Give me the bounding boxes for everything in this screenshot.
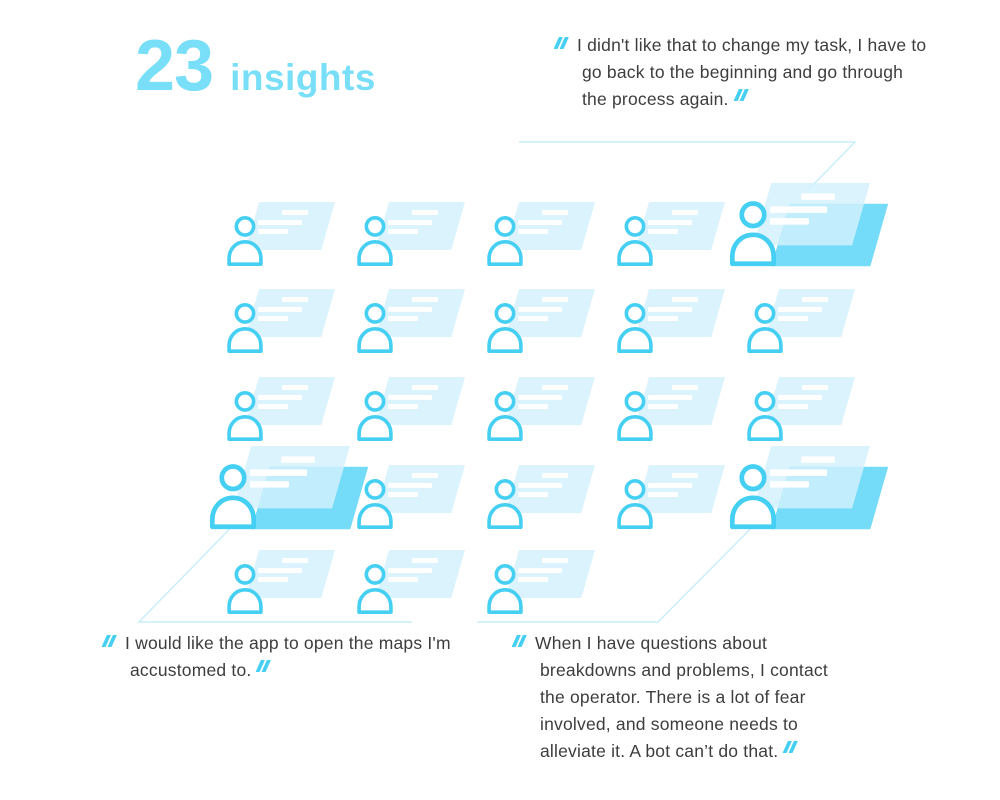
person-icon xyxy=(225,562,265,615)
insight-item-highlighted xyxy=(207,446,371,532)
text-line-bar xyxy=(542,558,568,563)
text-line-bar xyxy=(672,297,698,302)
person-icon xyxy=(727,199,779,268)
text-line-bar xyxy=(282,210,308,215)
insight-item-highlighted xyxy=(727,446,891,532)
person-icon xyxy=(745,301,785,354)
text-line-bar xyxy=(802,385,828,390)
text-line-bar xyxy=(542,210,568,215)
person-icon xyxy=(485,562,525,615)
person-icon xyxy=(485,301,525,354)
insight-item xyxy=(485,465,611,531)
person-icon xyxy=(485,477,525,530)
person-icon xyxy=(225,389,265,442)
person-icon xyxy=(615,389,655,442)
insights-label: insights xyxy=(230,57,376,98)
person-icon xyxy=(355,301,395,354)
insight-item xyxy=(615,289,741,355)
insight-item-highlighted xyxy=(727,183,891,269)
person-icon xyxy=(355,389,395,442)
text-line-bar xyxy=(801,193,835,200)
insight-item xyxy=(745,377,871,443)
person-icon xyxy=(745,389,785,442)
insight-item xyxy=(355,377,481,443)
insight-item xyxy=(355,289,481,355)
text-line-bar xyxy=(672,210,698,215)
person-icon xyxy=(615,477,655,530)
insight-item xyxy=(615,202,741,268)
insights-count: 23 xyxy=(135,26,214,106)
insight-item xyxy=(355,550,481,616)
quote-text: I didn't like that to change my task, I have to go back to the beginning and go through the process again. xyxy=(577,35,927,109)
person-icon xyxy=(355,562,395,615)
insight-item xyxy=(485,550,611,616)
text-line-bar xyxy=(801,456,835,463)
text-line-bar xyxy=(282,297,308,302)
insight-item xyxy=(355,202,481,268)
text-line-bar xyxy=(542,297,568,302)
text-line-bar xyxy=(282,385,308,390)
quote-text: When I have questions about breakdowns and problems, I contact the operator. There is a lot of fear involved, and someone needs to alleviate it. A bot can’t do that. xyxy=(535,633,828,761)
text-line-bar xyxy=(412,473,438,478)
insight-item xyxy=(745,289,871,355)
person-icon xyxy=(225,214,265,267)
insight-item xyxy=(615,465,741,531)
person-icon xyxy=(485,214,525,267)
insight-item xyxy=(615,377,741,443)
text-line-bar xyxy=(672,385,698,390)
text-line-bar xyxy=(281,456,315,463)
text-line-bar xyxy=(672,473,698,478)
text-line-bar xyxy=(802,297,828,302)
insight-item xyxy=(485,202,611,268)
text-line-bar xyxy=(542,473,568,478)
insight-item xyxy=(355,465,481,531)
person-icon xyxy=(355,477,395,530)
insight-item xyxy=(225,202,351,268)
insight-item xyxy=(225,550,351,616)
text-line-bar xyxy=(542,385,568,390)
insight-item xyxy=(485,377,611,443)
person-icon xyxy=(615,301,655,354)
person-icon xyxy=(485,389,525,442)
text-line-bar xyxy=(412,558,438,563)
person-icon xyxy=(355,214,395,267)
person-icon xyxy=(727,462,779,531)
text-line-bar xyxy=(412,210,438,215)
insight-item xyxy=(225,377,351,443)
insight-item xyxy=(225,289,351,355)
text-line-bar xyxy=(412,297,438,302)
insight-item xyxy=(485,289,611,355)
text-line-bar xyxy=(282,558,308,563)
quote-text: I would like the app to open the maps I'm accustomed to. xyxy=(125,633,451,680)
person-icon xyxy=(225,301,265,354)
person-icon xyxy=(207,462,259,531)
person-icon xyxy=(615,214,655,267)
text-line-bar xyxy=(412,385,438,390)
